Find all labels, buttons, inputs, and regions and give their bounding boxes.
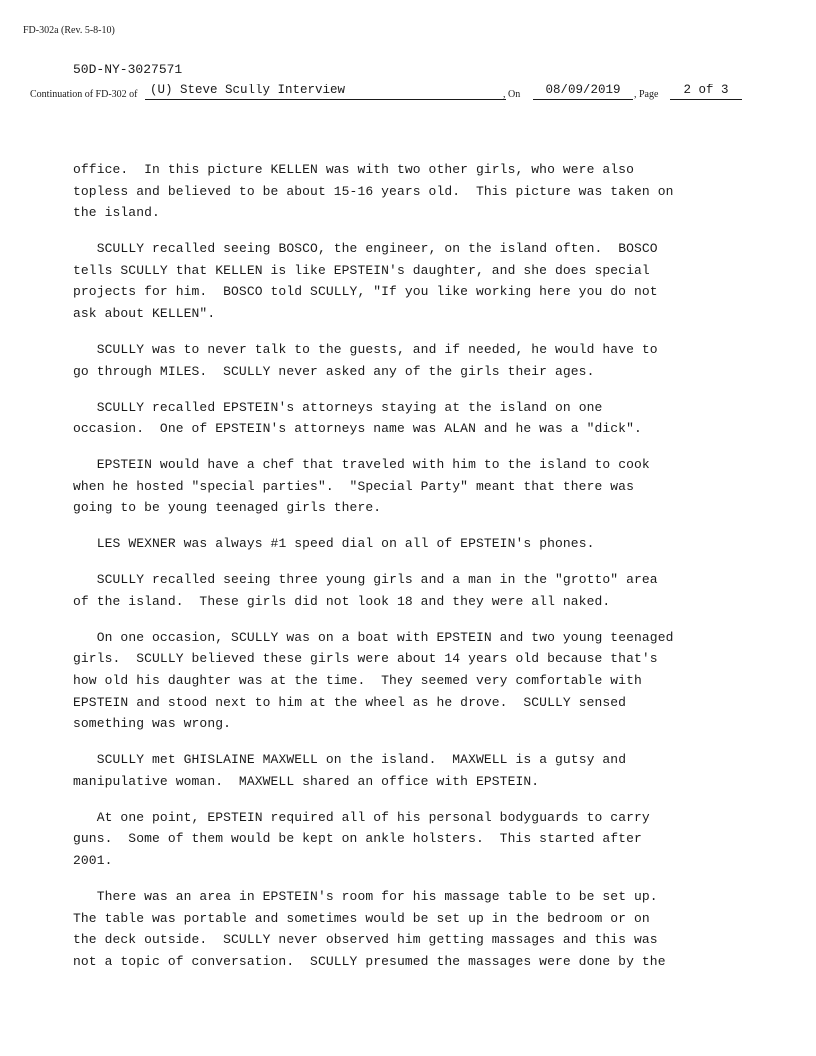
paragraph: EPSTEIN would have a chef that traveled with him to the island to cook when he hosted "special parties". "Special Party" meant that there was going to be young teenaged girls there. [73,457,650,516]
paragraph: SCULLY was to never talk to the guests, and if needed, he would have to go through MILES. SCULLY never asked any of the girls their ages. [73,341,658,379]
file-number: 50D-NY-3027571 [73,62,183,77]
paragraph: On one occasion, SCULLY was on a boat with EPSTEIN and two young teenaged girls. SCULLY believed these girls were about 14 years old because that's how old his daughter was at the time. They seemed very comfortable with EPSTEIN and stood next to him at the wheel as he drove. SCULLY sensed something was wrong. [73,629,674,732]
paragraph: At one point, EPSTEIN required all of his personal bodyguards to carry guns. Some of them would be kept on ankle holsters. This started after 2001. [73,809,650,868]
continuation-label: Continuation of FD-302 of [30,89,138,100]
document-body [73,159,753,987]
subject-field: (U) Steve Scully Interview [145,84,506,100]
paragraph: SCULLY recalled seeing three young girls and a man in the "grotto" area of the island. These girls did not look 18 and they were all naked. [73,572,658,609]
page-label: , Page [634,89,659,100]
continuation-line [0,84,816,104]
paragraph: LES WEXNER was always #1 speed dial on all of EPSTEIN's phones. [73,536,595,552]
paragraph: SCULLY recalled seeing BOSCO, the engineer, on the island often. BOSCO tells SCULLY that KELLEN is like EPSTEIN's daughter, and she does special projects for him. BOSCO told SCULLY, "If you like working here you do not ask about KELLEN". [73,241,658,321]
paragraph: There was an area in EPSTEIN's room for his massage table to be set up. The table was portable and sometimes would be set up in the bedroom or on the deck outside. SCULLY never observed him getting massages and this was not a topic of conversation. SCULLY presumed the massages were done by the [73,888,666,969]
form-id-label: FD-302a (Rev. 5-8-10) [23,25,115,36]
paragraph: SCULLY recalled EPSTEIN's attorneys staying at the island on one occasion. One of EPSTEIN's attorneys name was ALAN and he was a "dick". [73,399,642,437]
date-field: 08/09/2019 [533,84,633,100]
on-label: , On [503,89,521,100]
paragraph: SCULLY met GHISLAINE MAXWELL on the island. MAXWELL is a gutsy and manipulative woman. MAXWELL shared an office with EPSTEIN. [73,752,627,789]
page-number-field: 2 of 3 [670,84,742,100]
paragraph: office. In this picture KELLEN was with two other girls, who were also topless and believed to be about 15-16 years old. This picture was taken on the island. [73,162,674,221]
